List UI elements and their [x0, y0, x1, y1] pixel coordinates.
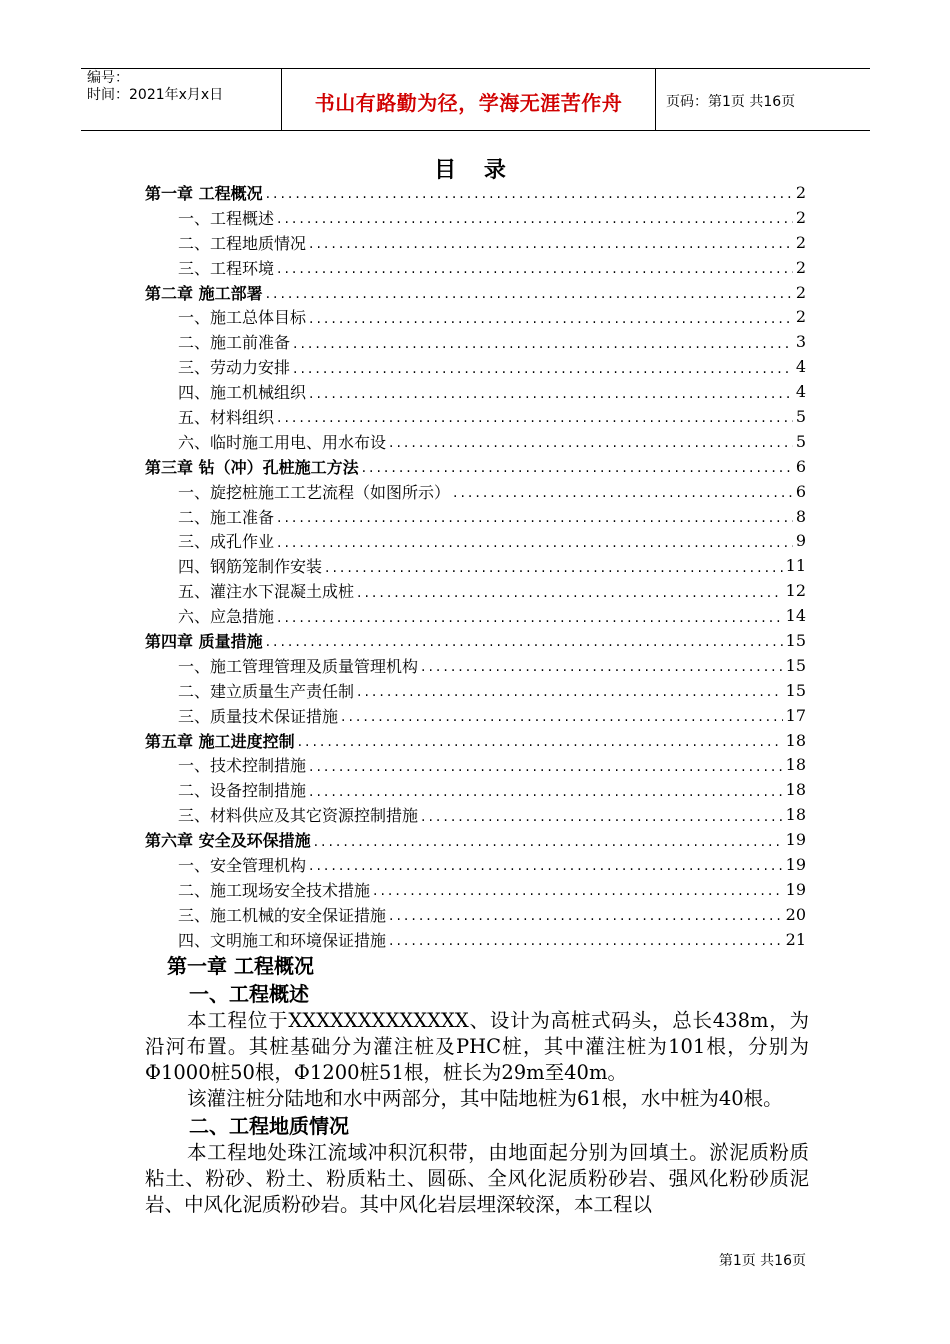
- toc-page-number: 2: [795, 182, 806, 202]
- toc-page-number: 2: [795, 257, 806, 277]
- toc-page-number: 14: [785, 606, 806, 626]
- toc-leader-dots: [277, 510, 793, 526]
- toc-section-entry[interactable]: [145, 852, 806, 877]
- toc-section-entry[interactable]: [145, 777, 806, 802]
- toc-chapter-entry[interactable]: [145, 728, 806, 753]
- toc-entry-label: 三、成孔作业: [178, 532, 275, 552]
- toc-leader-dots: [389, 435, 793, 451]
- toc-section-entry[interactable]: [145, 578, 806, 603]
- toc-page-number: 2: [795, 232, 806, 252]
- toc-page-number: 12: [785, 581, 806, 601]
- toc-chapter-entry[interactable]: [145, 827, 806, 852]
- toc-section-entry[interactable]: [145, 329, 806, 354]
- toc-page-number: 6: [795, 481, 806, 501]
- toc-section-entry[interactable]: [145, 504, 806, 529]
- toc-entry-label: 第四章 质量措施: [145, 631, 263, 651]
- toc-entry-label: 二、施工准备: [178, 507, 275, 527]
- toc-section-entry[interactable]: [145, 230, 806, 255]
- toc-entry-label: 第一章 工程概况: [145, 183, 263, 203]
- toc-leader-dots: [277, 535, 793, 551]
- toc-section-entry[interactable]: [145, 927, 806, 952]
- toc-entry-label: 第二章 施工部署: [145, 283, 263, 303]
- toc-section-entry[interactable]: [145, 479, 806, 504]
- toc-leader-dots: [389, 933, 783, 949]
- toc-leader-dots: [277, 410, 793, 426]
- toc-page-number: 19: [785, 830, 806, 850]
- toc-page-number: 3: [795, 332, 806, 352]
- toc-leader-dots: [357, 684, 783, 700]
- toc-section-entry[interactable]: [145, 603, 806, 628]
- toc-entry-label: 二、工程地质情况: [178, 233, 307, 253]
- toc-page-number: 17: [785, 705, 806, 725]
- toc-page-number: 18: [785, 730, 806, 750]
- toc-entry-label: 一、工程概述: [178, 208, 275, 228]
- toc-leader-dots: [298, 734, 783, 750]
- toc-chapter-entry[interactable]: [145, 628, 806, 653]
- toc-section-entry[interactable]: [145, 703, 806, 728]
- section-title: 二、工程地质情况: [189, 1114, 349, 1138]
- toc-section-entry[interactable]: [145, 877, 806, 902]
- toc-page-number: 15: [785, 630, 806, 650]
- toc-leader-dots: [314, 834, 783, 850]
- toc-leader-dots: [341, 709, 783, 725]
- header-page-cell: [656, 69, 870, 130]
- toc-entry-label: 一、安全管理机构: [178, 855, 307, 875]
- toc-section-entry[interactable]: [145, 553, 806, 578]
- toc-page-number: 5: [795, 406, 806, 426]
- toc-entry-label: 二、建立质量生产责任制: [178, 681, 355, 701]
- toc-leader-dots: [293, 361, 793, 377]
- toc-leader-dots: [266, 186, 793, 202]
- toc-section-entry[interactable]: [145, 802, 806, 827]
- toc-leader-dots: [277, 211, 793, 227]
- toc-entry-label: 二、设备控制措施: [178, 781, 307, 801]
- toc-page-number: 4: [795, 382, 806, 402]
- paragraph: 本工程地处珠江流域冲积沉积带，由地面起分别为回填土。淤泥质粉质粘土、粉砂、粉土、粉质粘土、圆砾、全风化泥质粉砂岩、强风化粉砂质泥岩、中风化泥质粉砂岩。其中风化岩层埋深较深，本工程以: [145, 1141, 809, 1216]
- toc-entry-label: 五、材料组织: [178, 407, 275, 427]
- toc-chapter-entry[interactable]: [145, 180, 806, 205]
- toc-page-number: 2: [795, 282, 806, 302]
- time-label: 时间：2021年x月x日: [87, 87, 224, 103]
- toc-section-entry[interactable]: [145, 429, 806, 454]
- toc-leader-dots: [309, 386, 793, 402]
- paragraph: 该灌注桩分陆地和水中两部分，其中陆地桩为61根，水中桩为40根。: [187, 1087, 783, 1110]
- toc-page-number: 15: [785, 655, 806, 675]
- toc-leader-dots: [389, 908, 783, 924]
- toc-leader-dots: [293, 336, 793, 352]
- paragraph: 本工程位于XXXXXXXXXXXXX、设计为高桩式码头，总长438m，为沿河布置。其桩基础分为灌注桩及PHC桩，其中灌注桩为101根，分别为Φ1000桩50根，Φ1200桩51根，桩长为29m至40m。: [145, 1009, 809, 1084]
- toc-leader-dots: [266, 286, 793, 302]
- toc-entry-label: 二、施工现场安全技术措施: [178, 880, 371, 900]
- toc-page-number: 19: [785, 854, 806, 874]
- toc-page-number: 18: [785, 780, 806, 800]
- toc-chapter-entry[interactable]: [145, 280, 806, 305]
- toc-page-number: 15: [785, 680, 806, 700]
- toc-title: 目 录: [434, 157, 516, 183]
- toc-leader-dots: [362, 460, 793, 476]
- toc-entry-label: 六、临时施工用电、用水布设: [178, 432, 387, 452]
- toc-page-number: 5: [795, 431, 806, 451]
- toc-entry-label: 三、材料供应及其它资源控制措施: [178, 806, 419, 826]
- toc-section-entry[interactable]: [145, 304, 806, 329]
- toc-section-entry[interactable]: [145, 752, 806, 777]
- toc-entry-label: 一、施工管理管理及质量管理机构: [178, 656, 419, 676]
- number-label: 编号：: [87, 70, 129, 86]
- toc-page-number: 9: [795, 531, 806, 551]
- toc-section-entry[interactable]: [145, 528, 806, 553]
- toc-leader-dots: [421, 809, 783, 825]
- toc-page-number: 2: [795, 207, 806, 227]
- toc-section-entry[interactable]: [145, 205, 806, 230]
- toc-leader-dots: [309, 858, 783, 874]
- toc-leader-dots: [421, 659, 783, 675]
- toc-page-number: 19: [785, 879, 806, 899]
- toc-leader-dots: [453, 485, 793, 501]
- toc-entry-label: 一、旋挖桩施工工艺流程（如图所示）: [178, 482, 451, 502]
- toc-section-entry[interactable]: [145, 354, 806, 379]
- header-meta-cell: [81, 69, 282, 130]
- toc-page-number: 2: [795, 307, 806, 327]
- toc-entry-label: 二、施工前准备: [178, 333, 291, 353]
- toc-chapter-entry[interactable]: [145, 454, 806, 479]
- toc-entry-label: 四、文明施工和环境保证措施: [178, 930, 387, 950]
- toc-entry-label: 五、灌注水下混凝土成桩: [178, 582, 355, 602]
- toc-entry-label: 第五章 施工进度控制: [145, 731, 295, 751]
- header-motto-cell: [282, 69, 656, 130]
- toc-page-number: 6: [795, 456, 806, 476]
- toc-section-entry[interactable]: [145, 678, 806, 703]
- table-of-contents: [145, 180, 806, 952]
- toc-entry-label: 第六章 安全及环保措施: [145, 831, 311, 851]
- toc-leader-dots: [357, 585, 783, 601]
- toc-leader-dots: [277, 261, 793, 277]
- toc-entry-label: 四、钢筋笼制作安装: [178, 557, 323, 577]
- toc-entry-label: 三、工程环境: [178, 258, 275, 278]
- toc-entry-label: 四、施工机械组织: [178, 383, 307, 403]
- toc-entry-label: 三、施工机械的安全保证措施: [178, 905, 387, 925]
- toc-leader-dots: [309, 784, 783, 800]
- toc-entry-label: 六、应急措施: [178, 607, 275, 627]
- toc-entry-label: 三、劳动力安排: [178, 358, 291, 378]
- page-footer: 第1页 共16页: [718, 1253, 806, 1269]
- toc-entry-label: 一、施工总体目标: [178, 308, 307, 328]
- document-header: [81, 68, 870, 131]
- toc-section-entry[interactable]: [145, 379, 806, 404]
- toc-page-number: 18: [785, 755, 806, 775]
- toc-page-number: 4: [795, 357, 806, 377]
- toc-leader-dots: [309, 236, 793, 252]
- toc-section-entry[interactable]: [145, 404, 806, 429]
- section-title: 一、工程概述: [189, 982, 309, 1006]
- motto: 书山有路勤为径，学海无涯苦作舟: [314, 91, 623, 115]
- toc-page-number: 18: [785, 805, 806, 825]
- toc-entry-label: 一、技术控制措施: [178, 756, 307, 776]
- toc-leader-dots: [266, 634, 783, 650]
- toc-page-number: 20: [785, 904, 806, 924]
- toc-entry-label: 第三章 钻（冲）孔桩施工方法: [145, 457, 359, 477]
- toc-section-entry[interactable]: [145, 653, 806, 678]
- toc-page-number: 21: [785, 929, 806, 949]
- toc-page-number: 11: [785, 556, 806, 576]
- toc-leader-dots: [325, 560, 783, 576]
- chapter-title: 第一章 工程概况: [167, 954, 314, 978]
- toc-section-entry[interactable]: [145, 255, 806, 280]
- toc-entry-label: 三、质量技术保证措施: [178, 706, 339, 726]
- toc-section-entry[interactable]: [145, 902, 806, 927]
- page-code: 页码：第1页 共16页: [666, 94, 796, 110]
- toc-leader-dots: [373, 883, 783, 899]
- toc-leader-dots: [309, 759, 783, 775]
- toc-leader-dots: [277, 610, 783, 626]
- toc-leader-dots: [309, 311, 793, 327]
- toc-page-number: 8: [795, 506, 806, 526]
- document-body: [145, 952, 809, 1218]
